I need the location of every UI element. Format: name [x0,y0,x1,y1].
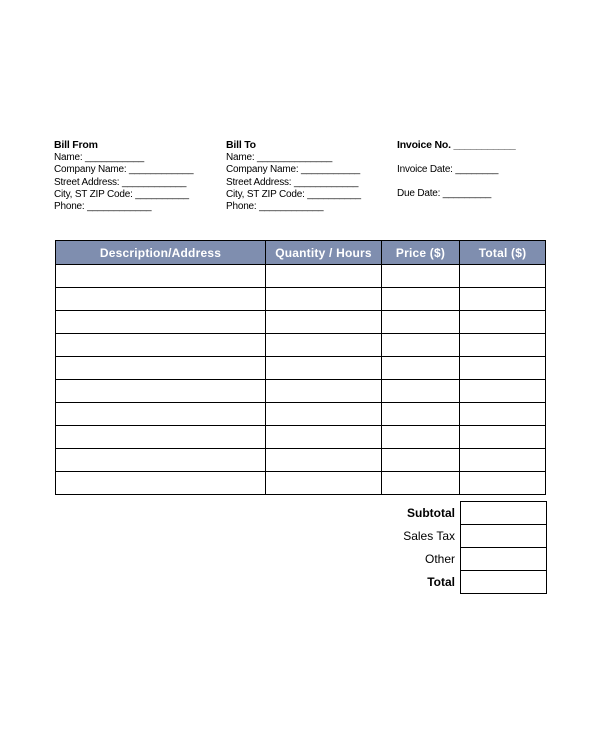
cell-price[interactable] [382,449,460,472]
cell-description[interactable] [56,265,266,288]
cell-total[interactable] [460,288,546,311]
total-label: Total [427,575,455,589]
cell-description[interactable] [56,334,266,357]
invoice-number[interactable]: Invoice No. ___________ [397,139,516,151]
cell-total[interactable] [460,426,546,449]
subtotal-label: Subtotal [407,506,455,520]
cell-quantity[interactable] [266,265,382,288]
cell-total[interactable] [460,265,546,288]
cell-price[interactable] [382,311,460,334]
sales-tax-label: Sales Tax [403,529,455,543]
invoice-date[interactable]: Invoice Date: ________ [397,164,499,176]
bill-from-name[interactable]: Name: ___________ [54,152,145,164]
cell-quantity[interactable] [266,380,382,403]
table-row [56,426,546,449]
bill-to-section [226,139,361,213]
cell-description[interactable] [56,357,266,380]
items-table-body [56,265,546,495]
cell-description[interactable] [56,380,266,403]
cell-total[interactable] [460,472,546,495]
items-table [55,240,546,495]
cell-total[interactable] [460,334,546,357]
totals-table [380,501,547,594]
cell-total[interactable] [460,449,546,472]
bill-from-heading: Bill From [54,139,98,151]
table-row [56,380,546,403]
table-row [56,449,546,472]
cell-price[interactable] [382,334,460,357]
invoice-info-section [397,139,516,213]
bill-from-street[interactable]: Street Address: ____________ [54,176,187,188]
table-row [56,472,546,495]
cell-quantity[interactable] [266,449,382,472]
table-row [56,357,546,380]
cell-description[interactable] [56,472,266,495]
cell-quantity[interactable] [266,288,382,311]
cell-price[interactable] [382,265,460,288]
table-row [56,288,546,311]
header-price: Price ($) [382,241,460,265]
cell-price[interactable] [382,403,460,426]
cell-quantity[interactable] [266,311,382,334]
table-row [56,334,546,357]
cell-quantity[interactable] [266,426,382,449]
bill-to-heading: Bill To [226,139,256,151]
cell-description[interactable] [56,311,266,334]
cell-price[interactable] [382,426,460,449]
cell-description[interactable] [56,288,266,311]
cell-description[interactable] [56,403,266,426]
subtotal-row [380,502,547,525]
bill-from-phone[interactable]: Phone: ____________ [54,201,152,213]
header-quantity: Quantity / Hours [266,241,382,265]
other-row [380,548,547,571]
cell-quantity[interactable] [266,357,382,380]
due-date[interactable]: Due Date: _________ [397,188,492,200]
table-row [56,311,546,334]
subtotal-value[interactable] [461,502,547,525]
cell-total[interactable] [460,380,546,403]
cell-price[interactable] [382,357,460,380]
bill-to-city[interactable]: City, ST ZIP Code: __________ [226,188,361,200]
bill-from-city[interactable]: City, ST ZIP Code: __________ [54,188,189,200]
cell-total[interactable] [460,403,546,426]
other-value[interactable] [461,548,547,571]
sales-tax-row [380,525,547,548]
bill-to-company[interactable]: Company Name: ___________ [226,164,360,176]
table-row [56,265,546,288]
cell-price[interactable] [382,380,460,403]
cell-price[interactable] [382,472,460,495]
bill-to-phone[interactable]: Phone: ____________ [226,201,324,213]
cell-quantity[interactable] [266,334,382,357]
sales-tax-value[interactable] [461,525,547,548]
bill-to-street[interactable]: Street Address: ____________ [226,176,359,188]
table-row [56,403,546,426]
cell-total[interactable] [460,357,546,380]
cell-total[interactable] [460,311,546,334]
cell-description[interactable] [56,426,266,449]
total-row [380,571,547,594]
cell-quantity[interactable] [266,472,382,495]
header-total: Total ($) [460,241,546,265]
total-value[interactable] [461,571,547,594]
bill-to-name[interactable]: Name: ______________ [226,152,333,164]
items-table-header [56,241,546,265]
bill-from-company[interactable]: Company Name: ____________ [54,164,194,176]
bill-from-section [54,139,193,213]
cell-description[interactable] [56,449,266,472]
other-label: Other [424,552,455,566]
cell-price[interactable] [382,288,460,311]
header-description: Description/Address [56,241,266,265]
cell-quantity[interactable] [266,403,382,426]
